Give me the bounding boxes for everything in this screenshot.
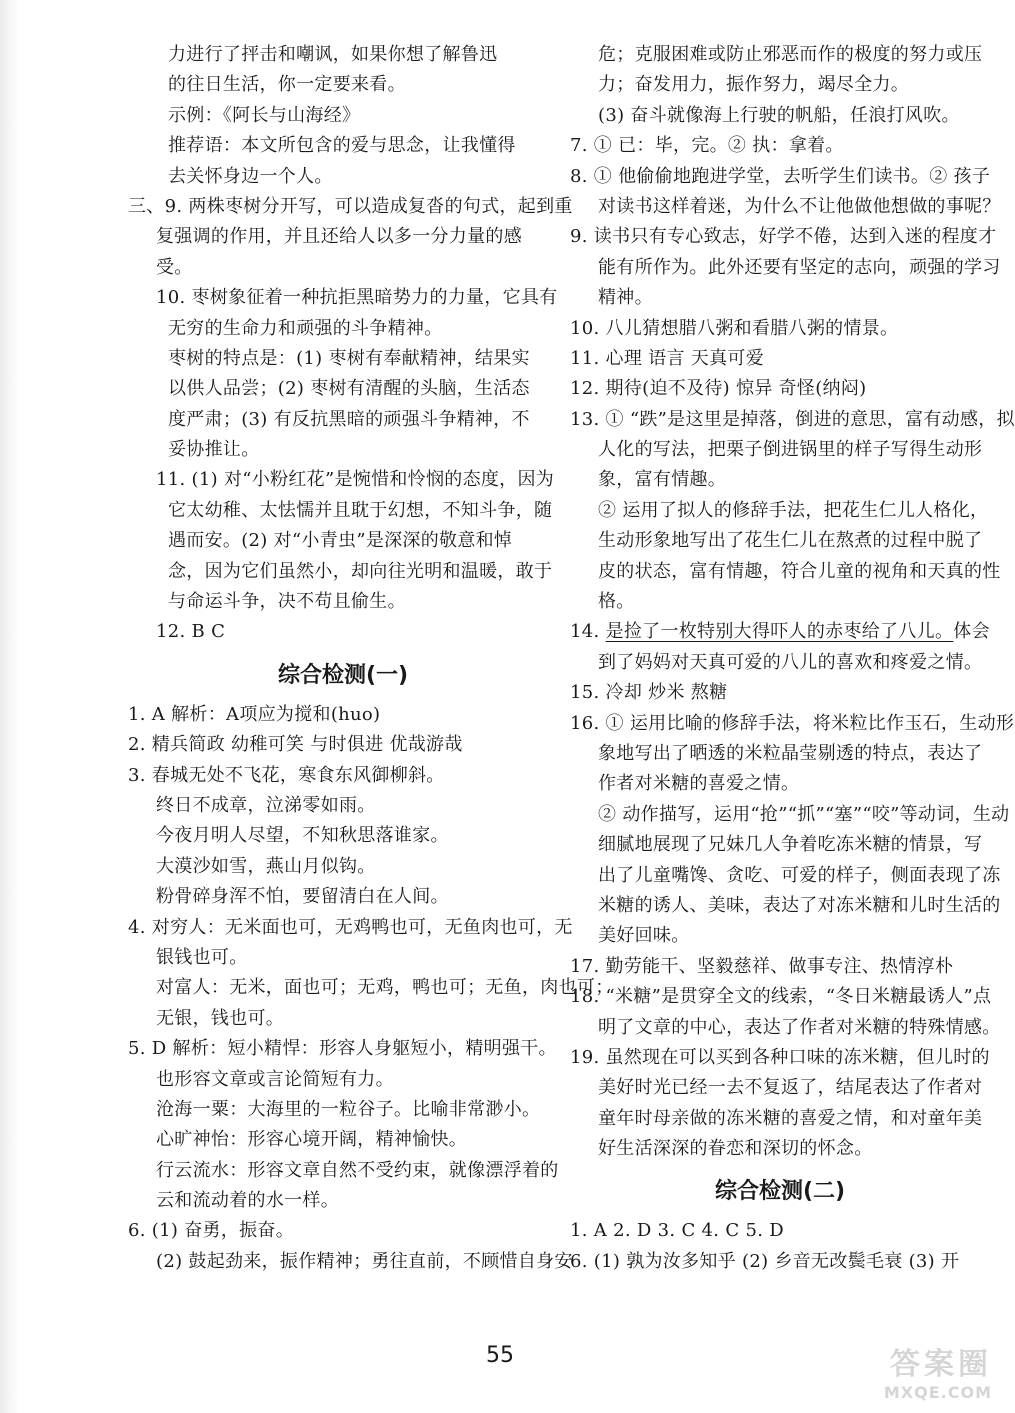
answer-line: 细腻地展现了兄妹几人争着吃冻米糖的情景，写 [598, 834, 983, 856]
answer-line: 粉骨碎身浑不怕，要留清白在人间。 [156, 886, 449, 908]
answer-line: 示例：《阿长与山海经》 [168, 104, 361, 126]
answer-line: 遇而安。(2) 对“小青虫”是深深的敬意和悼 [168, 530, 513, 552]
answer-line: 人化的写法，把栗子倒进锅里的样子写得生动形 [598, 439, 983, 461]
answer-line: 去关怀身边一个人。 [168, 165, 333, 187]
answer-line: 到了妈妈对天真可爱的八儿的喜欢和疼爱之情。 [598, 651, 983, 673]
answer-line: ② 动作描写，运用“抢”“抓”“塞”“咬”等动词，生动 [598, 803, 1010, 825]
answer-line: 能有所作为。此外还要有坚定的志向，顽强的学习 [598, 256, 1001, 278]
answer-line: 17. 勤劳能干、坚毅慈祥、做事专注、热情淳朴 [570, 955, 954, 977]
answer-line: 与命运斗争，决不苟且偷生。 [168, 591, 406, 613]
answer-line: 明了文章的中心，表达了作者对米糖的特殊情感。 [598, 1016, 1001, 1038]
answer-line: 好生活深深的眷恋和深切的怀念。 [598, 1138, 873, 1160]
answer-line: 对富人：无米，面也可；无鸡，鸭也可；无鱼，肉也可； [156, 977, 614, 999]
answer-line: 美好时光已经一去不复返了，结尾表达了作者对 [598, 1077, 983, 1099]
answer-line: 终日不成章，泣涕零如雨。 [156, 794, 376, 816]
page-number: 55 [486, 1343, 514, 1368]
answer-line: 美好回味。 [598, 925, 690, 947]
answer-line: 度严肃；(3) 有反抗黑暗的顽强斗争精神，不 [168, 408, 530, 430]
left-column [128, 40, 614, 1277]
answer-line: 沧海一粟：大海里的一粒谷子。比喻非常渺小。 [156, 1098, 541, 1120]
answer-line: 米糖的诱人、美味，表达了对冻米糖和儿时生活的 [598, 894, 1001, 916]
answer-line: 童年时母亲做的冻米糖的喜爱之情，和对童年美 [598, 1107, 983, 1129]
answer-line: 12. B C [156, 621, 226, 643]
answer-line: 三、9. 两株枣树分开写，可以造成复沓的句式，起到重 [128, 195, 573, 217]
answer-line: 作者对米糖的喜爱之情。 [598, 773, 800, 795]
answer-line: 象地写出了晒透的米粒晶莹剔透的特点，表达了 [598, 742, 983, 764]
answer-line: 行云流水：形容文章自然不受约束，就像漂浮着的 [156, 1159, 559, 1181]
answer-line: (2) 鼓起劲来，振作精神；勇往直前，不顾惜自身安 [156, 1250, 573, 1272]
answer-line: 8. ① 他偷偷地跑进学堂，去听学生们读书。② 孩子 [570, 165, 991, 187]
answer-line: 3. 春城无处不飞花，寒食东风御柳斜。 [128, 764, 445, 786]
right-column [570, 40, 1015, 1277]
answer-line: 18. “米糖”是贯穿全文的线索，“冬日米糖最诱人”点 [570, 986, 992, 1008]
answer-line: 枣树的特点是：(1) 枣树有奉献精神，结果实 [168, 347, 530, 369]
answer-line: 10. 八儿猜想腊八粥和看腊八粥的情景。 [570, 317, 899, 339]
answer-line: 心旷神怡：形容心境开阔，精神愉快。 [156, 1129, 468, 1151]
answer-line: 14. 是捡了一枚特别大得吓人的赤枣给了八儿。体会 [570, 621, 990, 643]
underlined-text: 是捡了一枚特别大得吓人的赤枣给了八儿。 [605, 621, 954, 643]
answer-line: 无穷的生命力和顽强的斗争精神。 [168, 317, 443, 339]
answer-line: 复强调的作用，并且还给人以多一分力量的感 [156, 226, 522, 248]
watermark-text: 答案圈 [890, 1347, 992, 1382]
scan-edge-shadow [0, 0, 20, 1413]
answer-line: 13. ① “跌”是这里是掉落，倒进的意思，富有动感，拟 [570, 408, 1015, 430]
answer-line: 云和流动着的水一样。 [156, 1190, 339, 1212]
answer-line: 的往日生活，你一定要来看。 [168, 74, 406, 96]
section-heading: 综合检测(一) [277, 662, 409, 688]
answer-line: (3) 奋斗就像海上行驶的帆船，任浪打风吹。 [598, 104, 960, 126]
answer-line: 它太幼稚、太怯懦并且耽于幻想，不知斗争，随 [168, 499, 553, 521]
answer-line: 力；奋发用力，振作努力，竭尽全力。 [598, 74, 910, 96]
answer-line: 受。 [156, 256, 193, 278]
answer-line: 6. (1) 奋勇，振奋。 [128, 1220, 295, 1242]
answer-line: 推荐语：本文所包含的爱与思念，让我懂得 [168, 135, 516, 157]
section-heading: 综合检测(二) [714, 1179, 846, 1205]
answer-line: 12. 期待(迫不及待) 惊异 奇怪(纳闷) [570, 378, 867, 400]
answer-line: 力进行了抨击和嘲讽，如果你想了解鲁迅 [168, 44, 498, 65]
answer-line: 1. A 解析：A项应为搅和(huo) [128, 703, 381, 725]
watermark-url: MXQE.COM [883, 1383, 992, 1402]
answer-line: 无银，钱也可。 [156, 1007, 285, 1029]
answer-line: 以供人品尝；(2) 枣树有清醒的头脑，生活态 [168, 378, 530, 400]
answer-line: 危；克服困难或防止邪恶而作的极度的努力或压 [598, 44, 983, 65]
answer-line: 11. (1) 对“小粉红花”是惋惜和怜悯的态度，因为 [156, 469, 555, 491]
answer-line: 2. 精兵简政 幼稚可笑 与时俱进 优哉游哉 [128, 734, 463, 756]
answer-line: 4. 对穷人：无米面也可，无鸡鸭也可，无鱼肉也可，无 [128, 916, 573, 938]
answer-line: 1. A 2. D 3. C 4. C 5. D [570, 1220, 784, 1242]
answer-line: 象，富有情趣。 [598, 469, 727, 491]
answer-line: 也形容文章或言论简短有力。 [156, 1068, 394, 1090]
answer-line: 格。 [598, 591, 635, 613]
answer-line: 15. 冷却 炒米 熬糖 [570, 682, 728, 704]
answer-line: 7. ① 已：毕，完。② 执：拿着。 [570, 135, 844, 157]
answer-line: 大漠沙如雪，燕山月似钩。 [156, 855, 376, 877]
answer-line: 念，因为它们虽然小，却向往光明和温暖，敢于 [168, 560, 553, 582]
answer-line: 19. 虽然现在可以买到各种口味的冻米糖，但儿时的 [570, 1046, 990, 1068]
answer-line: 11. 心理 语言 天真可爱 [570, 347, 764, 369]
answer-line: 5. D 解析：短小精悍：形容人身躯短小，精明强干。 [128, 1038, 557, 1060]
answer-line: 今夜月明人尽望，不知秋思落谁家。 [156, 825, 449, 847]
answer-line: 妥协推让。 [168, 439, 260, 461]
answer-line: 6. (1) 孰为汝多知乎 (2) 乡音无改鬓毛衰 (3) 开 [570, 1250, 960, 1272]
answer-line: ② 运用了拟人的修辞手法，把花生仁儿人格化， [598, 499, 989, 521]
answer-line: 对读书这样着迷，为什么不让他做他想做的事呢？ [598, 195, 1001, 217]
answer-line: 10. 枣树象征着一种抗拒黑暗势力的力量，它具有 [156, 287, 558, 309]
answer-line: 16. ① 运用比喻的修辞手法，将米粒比作玉石，生动形 [570, 712, 1015, 734]
answer-line: 精神。 [598, 287, 653, 309]
answer-line: 银钱也可。 [156, 946, 248, 968]
answer-line: 9. 读书只有专心致志，好学不倦，达到入迷的程度才 [570, 226, 997, 248]
answer-line: 皮的状态，富有情趣，符合儿童的视角和天真的性 [598, 560, 1001, 582]
watermark-logo [842, 1339, 992, 1402]
answer-line: 出了儿童嘴馋、贪吃、可爱的样子，侧面表现了冻 [598, 864, 1001, 886]
answer-line: 生动形象地写出了花生仁儿在熬煮的过程中脱了 [598, 530, 983, 552]
